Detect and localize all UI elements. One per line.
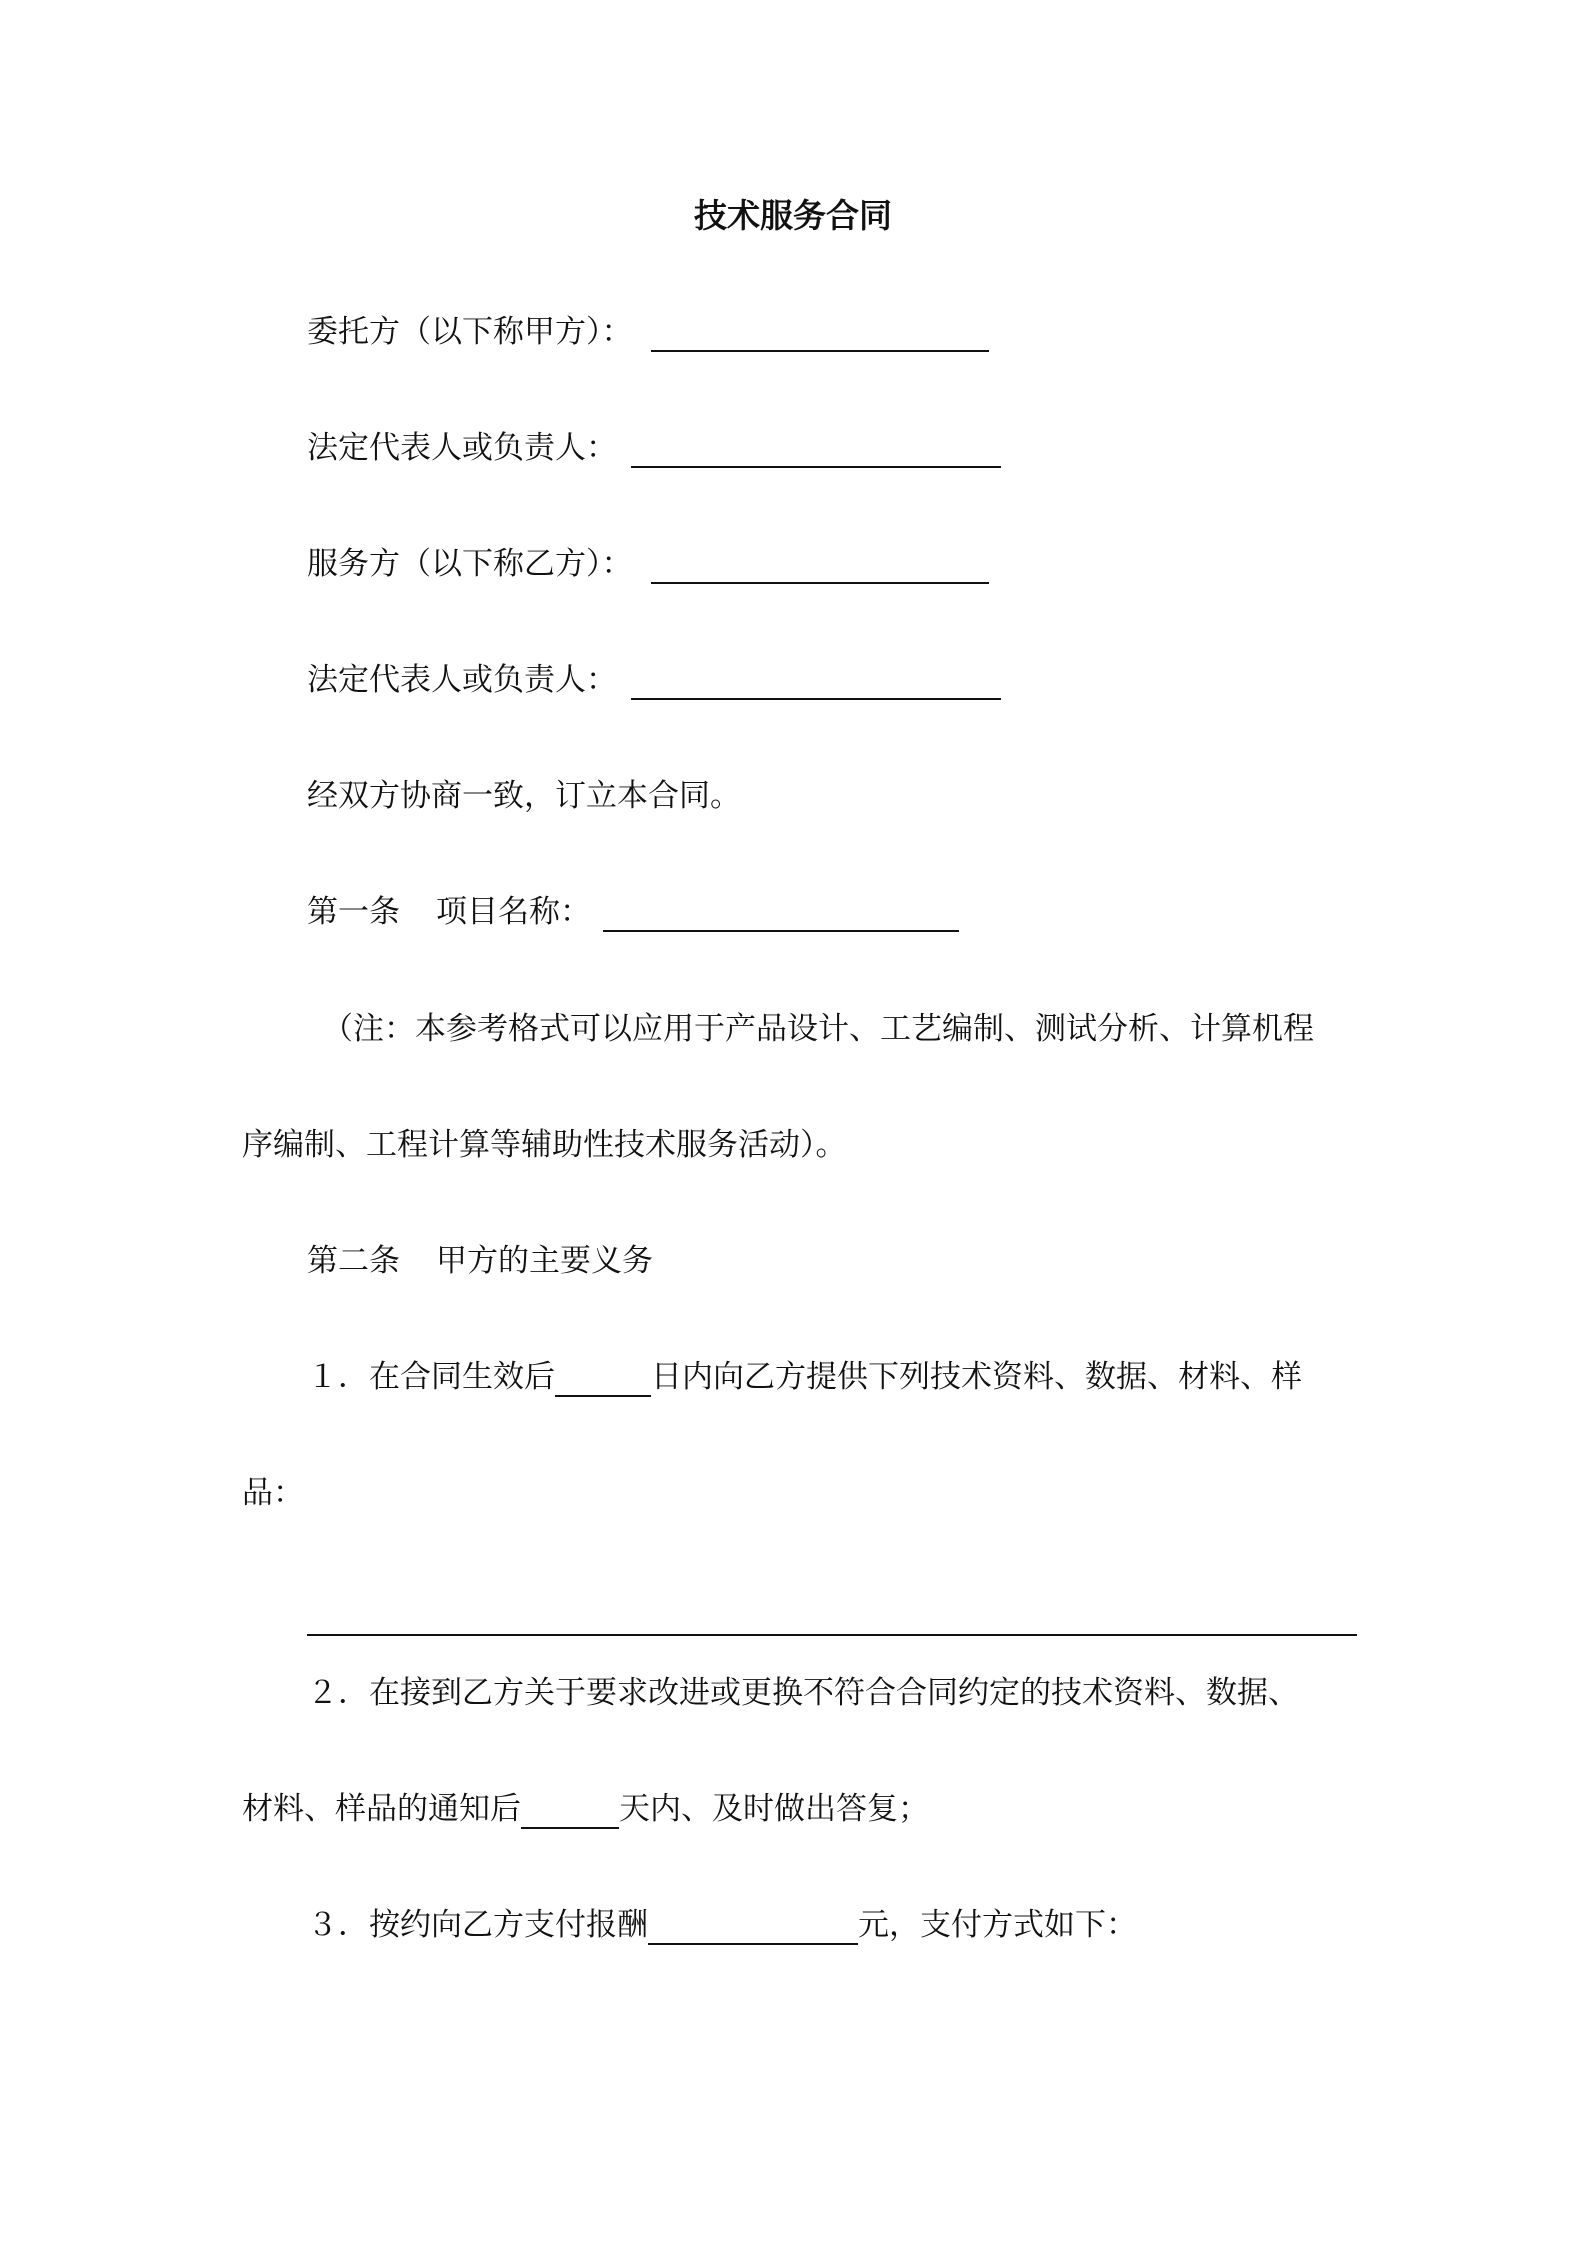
rep-b-blank[interactable] <box>631 664 1001 700</box>
item-2-prefix: 材料、样品的通知后 <box>242 1791 521 1827</box>
item-2-line-2 <box>242 1789 929 1829</box>
agreement-text: 经双方协商一致，订立本合同。 <box>307 778 741 814</box>
item-2-days-blank[interactable] <box>521 1793 619 1829</box>
article-2-row <box>307 1241 653 1281</box>
project-name-blank[interactable] <box>603 896 959 932</box>
item-1-continuation <box>242 1473 304 1513</box>
note-text-2: 序编制、工程计算等辅助性技术服务活动）。 <box>242 1127 847 1163</box>
rep-a-blank[interactable] <box>631 432 1001 468</box>
note-line-1 <box>322 1009 1314 1049</box>
article-2-title: 甲方的主要义务 <box>436 1243 653 1279</box>
materials-blank-line[interactable] <box>307 1634 1357 1636</box>
item-2-suffix: 天内、及时做出答复； <box>619 1791 929 1827</box>
article-1-number: 第一条 <box>307 894 400 930</box>
payment-amount-blank[interactable] <box>648 1909 858 1945</box>
item-1-cont-text: 品： <box>242 1475 304 1511</box>
party-b-label: 服务方（以下称乙方）： <box>307 546 633 582</box>
rep-a-row <box>307 428 1001 468</box>
item-1-days-blank[interactable] <box>555 1361 651 1397</box>
item-3-suffix: 元，支付方式如下： <box>858 1907 1137 1943</box>
item-1-suffix: 日内向乙方提供下列技术资料、数据、材料、样 <box>651 1359 1302 1395</box>
item-3-row <box>307 1905 1137 1945</box>
document-title: 技术服务合同 <box>694 196 892 235</box>
party-a-blank[interactable] <box>651 316 989 352</box>
agreement-line <box>307 776 741 816</box>
party-a-label: 委托方（以下称甲方）： <box>307 314 633 350</box>
party-b-row <box>307 544 989 584</box>
note-text-1: （注：本参考格式可以应用于产品设计、工艺编制、测试分析、计算机程 <box>322 1011 1314 1047</box>
article-1-row <box>307 892 959 932</box>
item-1-prefix: １．在合同生效后 <box>307 1359 555 1395</box>
rep-a-label: 法定代表人或负责人： <box>307 430 617 466</box>
item-2-text-1: ２．在接到乙方关于要求改进或更换不符合合同约定的技术资料、数据、 <box>307 1675 1299 1711</box>
rep-b-label: 法定代表人或负责人： <box>307 662 617 698</box>
item-1-row <box>307 1357 1302 1397</box>
party-b-blank[interactable] <box>651 548 989 584</box>
item-2-line-1 <box>307 1673 1299 1713</box>
article-2-number: 第二条 <box>307 1243 400 1279</box>
article-1-label: 项目名称： <box>436 894 591 930</box>
item-3-prefix: ３．按约向乙方支付报酬 <box>307 1907 648 1943</box>
rep-b-row <box>307 660 1001 700</box>
party-a-row <box>307 312 989 352</box>
note-line-2 <box>242 1125 847 1165</box>
